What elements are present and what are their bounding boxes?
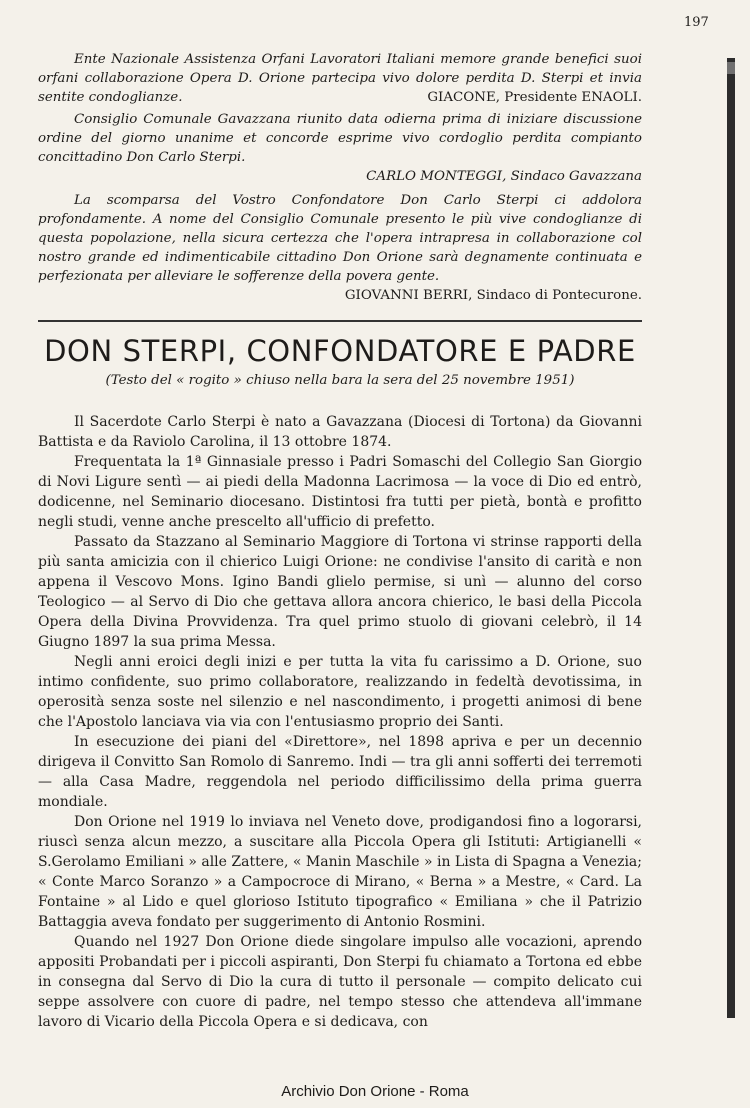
telegram-text: Consiglio Comunale Gavazzana riunito data odierna prima di iniziare discussione ordine del giorno unanime et concorde esprime vivo cordoglio perdita compianto concittadino Don Carlo Sterpi. [38,112,642,165]
article-paragraph: In esecuzione dei piani del «Direttore», nel 1898 apriva e per un decennio dirigeva il Convitto San Romolo di Sanremo. Indi — tra gli anni sofferti dei terremoti — alla Casa Madre, reggendola nel periodo difficilissimo della prima guerra mondiale. [38,734,642,810]
page-edge-mark [727,62,735,74]
page-number: 197 [684,15,709,30]
article-title: DON STERPI, CONFONDATORE E PADRE [44,334,636,368]
article-paragraph: Negli anni eroici degli inizi e per tutta la vita fu carissimo a D. Orione, suo intimo confidente, suo primo collaboratore, realizzando in fedeltà devotissima, in operosità senza soste nel silenzio e nel nascondimento, i progetti animosi di bene che l'Apostolo lanciava via via con l'entusiasmo proprio dei Santi. [38,654,642,730]
telegram-pontecurone [38,191,642,305]
telegram-gavazzana [38,110,642,186]
article-paragraph: Don Orione nel 1919 lo inviava nel Veneto dove, prodigandosi fino a logorarsi, riuscì senza alcun mezzo, a suscitare alla Piccola Opera gli Istituti: Artigianelli « S.Gerolamo Emiliani » alle Zattere, « Manin Maschile » in Lista di Spagna a Venezia; « Conte Marco Soranzo » a Campocroce di Mirano, « Berna » a Mestre, « Card. La Fontaine » al Lido e quel glorioso Istituto tipografico « Emiliana » che il Patrizio Battaggia aveva fondato per suggerimento di Antonio Rosmini. [38,814,642,930]
telegram-signature: GIOVANNI BERRI, Sindaco di Pontecurone. [344,288,642,303]
telegram-signature: GIACONE, Presidente ENAOLI. [427,90,642,105]
telegram-enaoli [38,50,642,107]
article-paragraph: Il Sacerdote Carlo Sterpi è nato a Gavazzana (Diocesi di Tortona) da Giovanni Battista e da Raviolo Carolina, il 13 ottobre 1874. [38,414,642,450]
telegram-text: Ente Nazionale Assistenza Orfani Lavoratori Italiani memore grande benefici suoi orfani collaborazione Opera D. Orione partecipa vivo dolore perdita D. Sterpi et invia sentite condoglianze. [38,52,642,105]
telegram-text: La scomparsa del Vostro Confondatore Don Carlo Sterpi ci addolora profondamente. A nome del Consiglio Comunale presento le più vive condoglianze di questa popolazione, nella sicura certezza che l'opera intrapresa in collaborazione col nostro grande ed indimenticabile cittadino Don Orione sarà degnamente continuata e perfezionata per alleviare le sofferenze della povera gente. [38,193,642,284]
section-divider [38,320,642,322]
archive-footer: Archivio Don Orione - Roma [281,1083,469,1100]
article-paragraph: Frequentata la 1ª Ginnasiale presso i Padri Somaschi del Collegio San Giorgio di Novi Ligure sentì — ai piedi della Madonna Lacrimosa — la voce di Dio ed entrò, dodicenne, nel Seminario diocesano. Distintosi fra tutti per pietà, bontà e profitto negli studi, venne anche prescelto all'ufficio di prefetto. [38,454,642,530]
page-edge-shadow [727,58,735,1018]
telegram-signature: CARLO MONTEGGI, Sindaco Gavazzana [366,169,642,184]
article-subtitle: (Testo del « rogito » chiuso nella bara la sera del 25 novembre 1951) [105,373,575,388]
article-paragraph: Passato da Stazzano al Seminario Maggiore di Tortona vi strinse rapporti della più santa amicizia con il chierico Luigi Orione: ne condivise l'ansito di carità e non appena il Vescovo Mons. Igino Bandi glielo permise, si unì — alunno del corso Teologico — al Servo di Dio che gettava allora ancora chierico, le basi della Piccola Opera della Divina Provvidenza. Tra quel primo stuolo di giovani celebrò, il 14 Giugno 1897 la sua prima Messa. [38,534,642,650]
article-paragraph: Quando nel 1927 Don Orione diede singolare impulso alle vocazioni, aprendo appositi Probandati per i piccoli aspiranti, Don Sterpi fu chiamato a Tortona ed ebbe in consegna dal Servo di Dio la cura di tutto il personale — compito delicato cui seppe assolvere con cuore di padre, nel tempo stesso che attendeva all'immane lavoro di Vicario della Piccola Opera e si dedicava, con [38,934,642,1030]
article-body [38,412,642,1032]
